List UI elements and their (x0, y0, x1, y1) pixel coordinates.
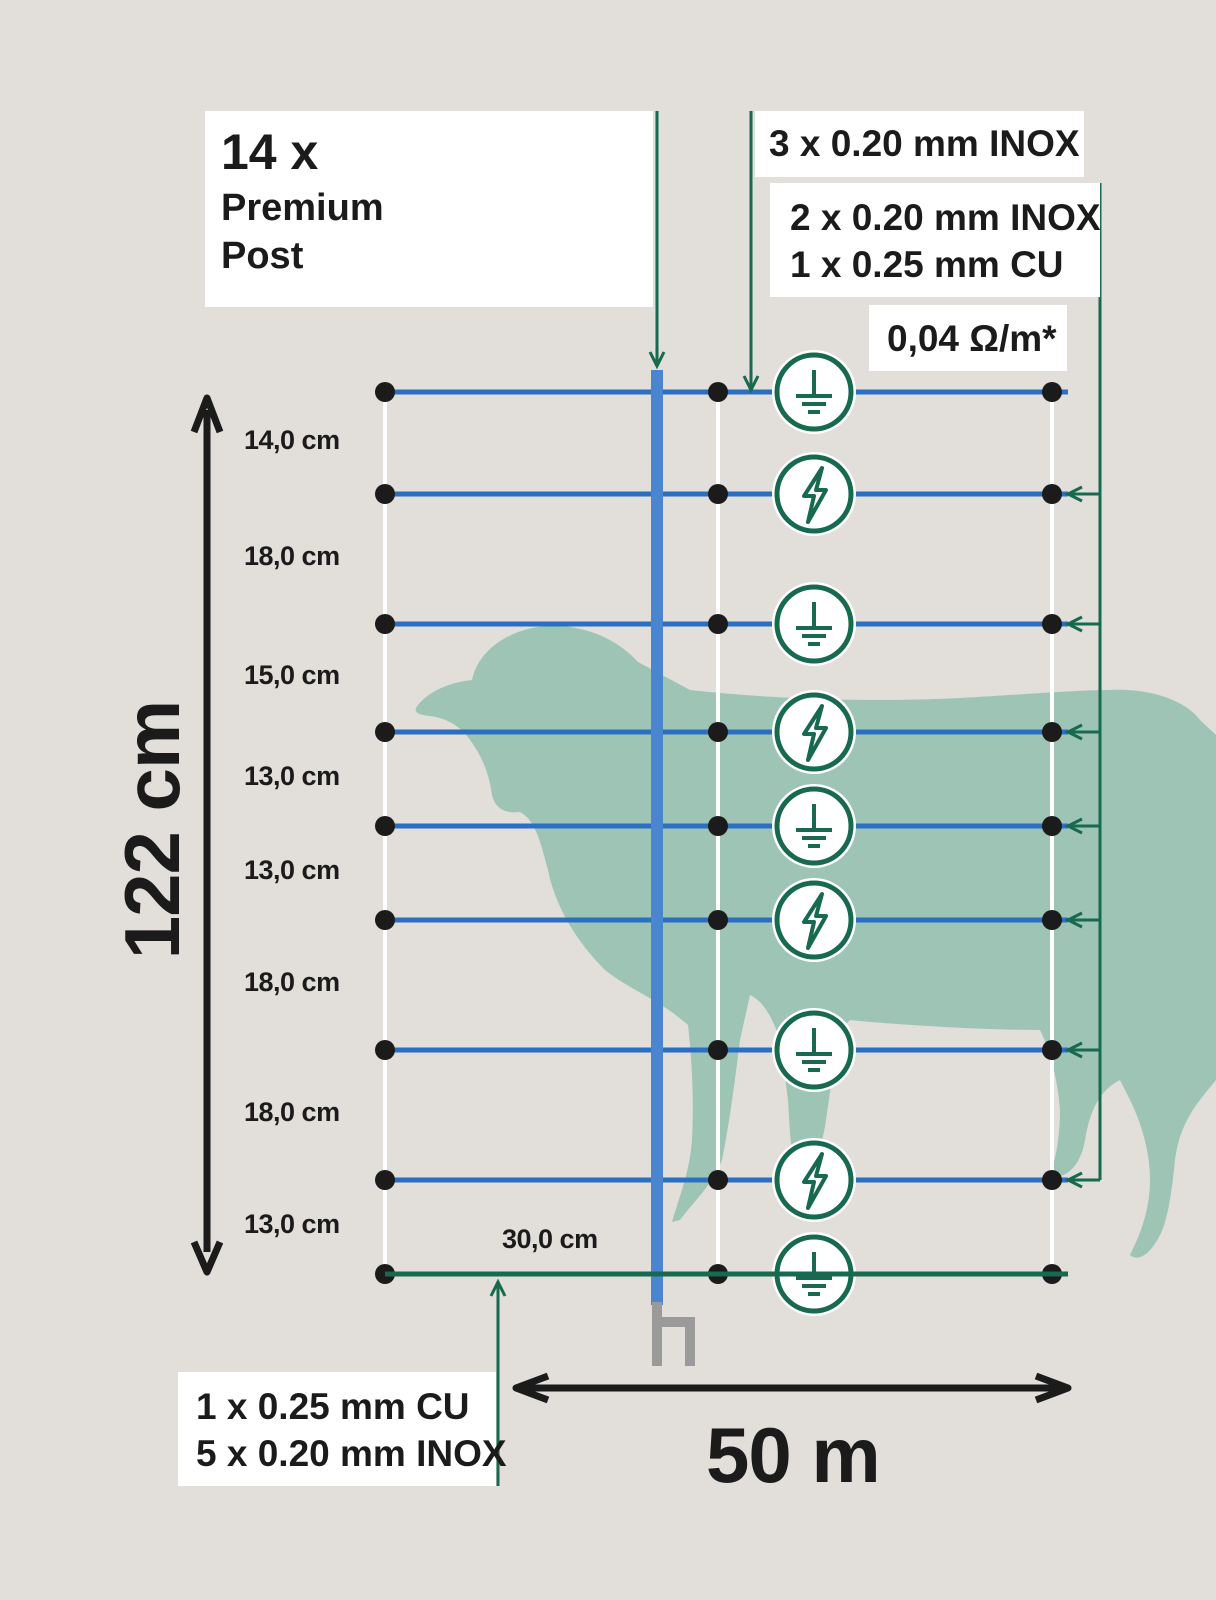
wire-gap-label: 14,0 cm (244, 425, 340, 455)
bottom-wire-label-box (178, 1372, 507, 1486)
wire-knot (708, 910, 728, 930)
lightning-icon (772, 452, 856, 536)
wire-knot (708, 816, 728, 836)
wire-knot (375, 722, 395, 742)
ground-icon (772, 784, 856, 868)
top-wire-label: 3 x 0.20 mm INOX (769, 123, 1080, 164)
wire-gap-label: 13,0 cm (244, 855, 340, 885)
post-count: 14 x (221, 124, 319, 180)
wire-knot (375, 816, 395, 836)
wire-gap-label: 18,0 cm (244, 967, 340, 997)
wire-knot (1042, 910, 1062, 930)
live-wires-label-line1: 2 x 0.20 mm INOX (790, 197, 1101, 238)
wire-knot (1042, 722, 1062, 742)
wire-knot (708, 484, 728, 504)
ground-icon (772, 350, 856, 434)
ground-icon (772, 582, 856, 666)
wire-knot (708, 1040, 728, 1060)
ground-icon (772, 1008, 856, 1092)
live-wires-label-line2: 1 x 0.25 mm CU (790, 244, 1064, 285)
wire-knot (1042, 816, 1062, 836)
post-ground-spike (657, 1302, 690, 1366)
wire-knot (375, 382, 395, 402)
length-total-label: 50 m (706, 1411, 880, 1499)
wire-knot (375, 1170, 395, 1190)
live-wires-label-box (770, 183, 1100, 297)
wire-knot (708, 382, 728, 402)
wire-knot (1042, 484, 1062, 504)
post-label-box (205, 111, 653, 307)
wire-knot (708, 1170, 728, 1190)
bottom-wire-label-line2: 5 x 0.20 mm INOX (196, 1433, 507, 1474)
wire-knot (1042, 1170, 1062, 1190)
wire-gap-label: 18,0 cm (244, 1097, 340, 1127)
wire-gap-label: 15,0 cm (244, 660, 340, 690)
post-name-line1: Premium (221, 187, 384, 229)
post-name-line2: Post (221, 235, 304, 277)
bottom-wire-label-line1: 1 x 0.25 mm CU (196, 1386, 470, 1427)
wire-knot (375, 910, 395, 930)
resistance-label-box (869, 305, 1067, 371)
wire-knot (375, 1040, 395, 1060)
lightning-icon (772, 690, 856, 774)
wire-knot (1042, 382, 1062, 402)
wire-knot (708, 722, 728, 742)
wire-gap-label: 13,0 cm (244, 761, 340, 791)
height-total-label: 122 cm (108, 700, 196, 960)
length-dimension-arrow (516, 1376, 1068, 1400)
wire-knot (708, 614, 728, 634)
premium-post-shaft (651, 370, 663, 1305)
height-dimension-arrow (194, 398, 220, 1272)
wire-gap-label: 13,0 cm (244, 1209, 340, 1239)
post-spacing-label: 30,0 cm (502, 1224, 598, 1254)
wire-gap-label: 18,0 cm (244, 541, 340, 571)
lightning-icon (772, 1138, 856, 1222)
top-wire-label-box (755, 111, 1084, 177)
wire-knot (375, 484, 395, 504)
lightning-icon (772, 878, 856, 962)
wire-knot (375, 614, 395, 634)
wire-knot (1042, 614, 1062, 634)
wire-knot (1042, 1040, 1062, 1060)
resistance-label: 0,04 Ω/m* (887, 318, 1057, 359)
wire-type-icons (772, 350, 856, 1316)
